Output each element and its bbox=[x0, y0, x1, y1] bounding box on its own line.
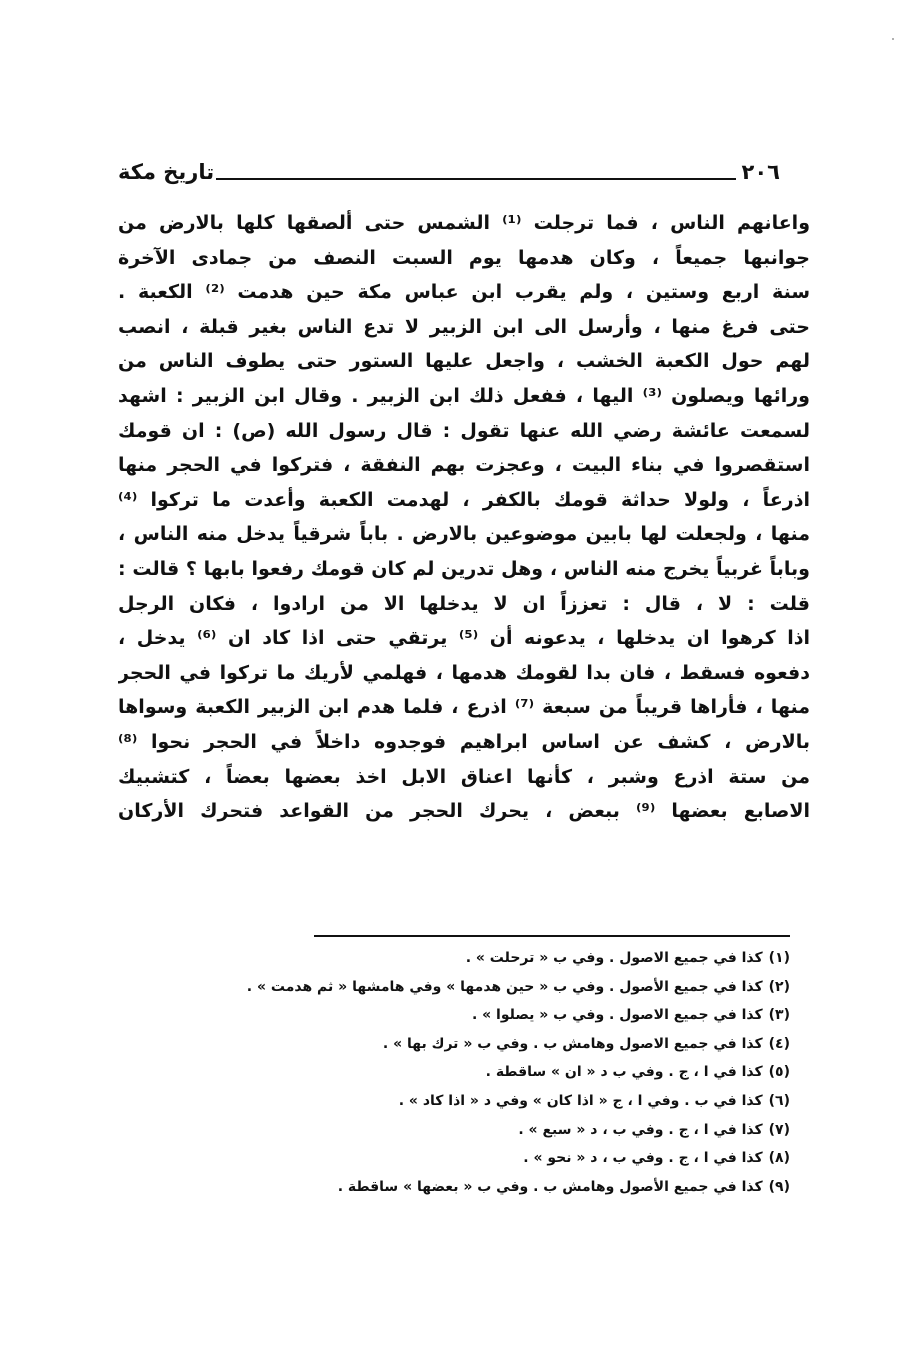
text-line: جوانبها جميعاً ، وكان هدمها يوم السبت النصف من جمادى الآخرة bbox=[118, 246, 810, 269]
footnote-number: (٨) bbox=[768, 1150, 790, 1167]
footnote bbox=[150, 1116, 790, 1145]
footnote bbox=[150, 973, 790, 1002]
text-line: منها ، ولجعلت لها بابين موضوعين بالارض . باباً شرقياً يدخل منه الناس ، bbox=[118, 523, 810, 546]
footnote bbox=[150, 944, 790, 973]
page-number: ٢٠٦ bbox=[741, 160, 780, 184]
scan-speck bbox=[892, 38, 894, 40]
text-line: واعانهم الناس ، فما ترجلت ⁽¹⁾ الشمس حتى ألصقها كلها بالارض من bbox=[118, 212, 810, 234]
footnote bbox=[150, 1030, 790, 1059]
footnote-number: (٣) bbox=[768, 1007, 790, 1024]
book-title: تاريخ مكة bbox=[118, 160, 215, 184]
footnote bbox=[150, 1087, 790, 1116]
footnote-text: كذا في جميع الاصول . وفي ب « ترحلت » . bbox=[465, 950, 763, 966]
footnote-number: (٥) bbox=[768, 1064, 790, 1081]
text-line: سنة اربع وستين ، ولم يقرب ابن عباس مكة حين هدمت ⁽²⁾ الكعبة . bbox=[118, 281, 810, 304]
footnote-text: كذا في جميع الاصول . وفي ب « يصلوا » . bbox=[471, 1007, 763, 1024]
text-line: دفعوه فسقط ، فان بدا لقومك هدمها ، فهلمي لأريك ما تركوا في الحجر bbox=[118, 661, 810, 684]
text-line: اذا كرهوا ان يدخلها ، يدعونه أن ⁽⁵⁾ يرتقي حتى اذا كاد ان ⁽⁶⁾ يدخل ، bbox=[118, 627, 810, 650]
footnote-text: كذا في جميع الاصول وهامش ب . وفي ب « ترك بها » . bbox=[382, 1035, 763, 1052]
footnotes bbox=[150, 944, 790, 1201]
text-line: لهم حول الكعبة الخشب ، واجعل عليها الستور حتى يطوف الناس من bbox=[118, 350, 810, 373]
footnote-number: (٦) bbox=[768, 1092, 790, 1109]
footnote-text: كذا في ا ، ج . وفي ب ، د « سبع » . bbox=[518, 1121, 763, 1138]
footnote-text: كذا في ا ، ج . وفي ب ، د « نحو » . bbox=[523, 1150, 763, 1167]
footnote bbox=[150, 1001, 790, 1030]
footnote-number: (٧) bbox=[768, 1121, 790, 1138]
text-line: منها ، فأراها قريباً من سبعة ⁽⁷⁾ اذرع ، فلما هدم ابن الزبير الكعبة وسواها bbox=[118, 696, 810, 719]
text-line: بالارض ، كشف عن اساس ابراهيم فوجدوه داخلاً في الحجر نحوا ⁽⁸⁾ bbox=[118, 730, 810, 753]
footnote-number: (٤) bbox=[768, 1035, 790, 1052]
footnote-text: كذا في جميع الأصول . وفي ب « حين هدمها » وفي هامشها « ثم هدمت » . bbox=[246, 978, 763, 995]
text-line: ورائها ويصلون ⁽³⁾ اليها ، ففعل ذلك ابن الزبير . وقال ابن الزبير : اشهد bbox=[118, 384, 810, 407]
text-line: لسمعت عائشة رضي الله عنها تقول : قال رسول الله (ص) : ان قومك bbox=[118, 419, 810, 442]
footnote bbox=[150, 1173, 790, 1202]
running-header bbox=[118, 152, 780, 186]
footnote-text: كذا في جميع الأصول وهامش ب . وفي ب « بعضها » ساقطة . bbox=[337, 1178, 763, 1195]
footnote-number: (٢) bbox=[768, 978, 790, 995]
text-line: استقصروا في بناء البيت ، وعجزت بهم النفقة ، فتركوا في الحجر منها bbox=[118, 454, 810, 477]
footnote-separator bbox=[314, 935, 790, 937]
footnote-number: (٩) bbox=[768, 1178, 790, 1195]
footnote-text: كذا في ب . وفي ا ، ج « اذا كان » وفي د « اذا كاد » . bbox=[398, 1092, 763, 1109]
text-line: من ستة اذرع وشبر ، كأنها اعناق الابل اخذ بعضها بعضاً ، كتشبيك bbox=[118, 765, 810, 788]
footnote-text: كذا في ا ، ج . وفي ب د « ان » ساقطة . bbox=[485, 1064, 763, 1081]
header-rule bbox=[216, 178, 735, 180]
footnote bbox=[150, 1144, 790, 1173]
text-line: وباباً غربياً يخرج منه الناس ، وهل تدرين لم كان قومك رفعوا بابها ؟ قالت : bbox=[118, 557, 810, 580]
main-text bbox=[118, 206, 810, 829]
text-line: اذرعاً ، ولولا حداثة قومك بالكفر ، لهدمت الكعبة وأعدت ما تركوا ⁽⁴⁾ bbox=[118, 488, 810, 511]
text-line: قلت : لا ، قال : تعززاً ان لا يدخلها الا من ارادوا ، فكان الرجل bbox=[118, 592, 810, 615]
footnote-number: (١) bbox=[768, 950, 790, 966]
footnote bbox=[150, 1058, 790, 1087]
text-line: الاصابع بعضها ⁽⁹⁾ ببعض ، يحرك الحجر من القواعد فتحرك الأركان bbox=[118, 800, 810, 823]
text-line: حتى فرغ منها ، وأرسل الى ابن الزبير لا تدع الناس بغير قبلة ، انصب bbox=[118, 315, 810, 338]
